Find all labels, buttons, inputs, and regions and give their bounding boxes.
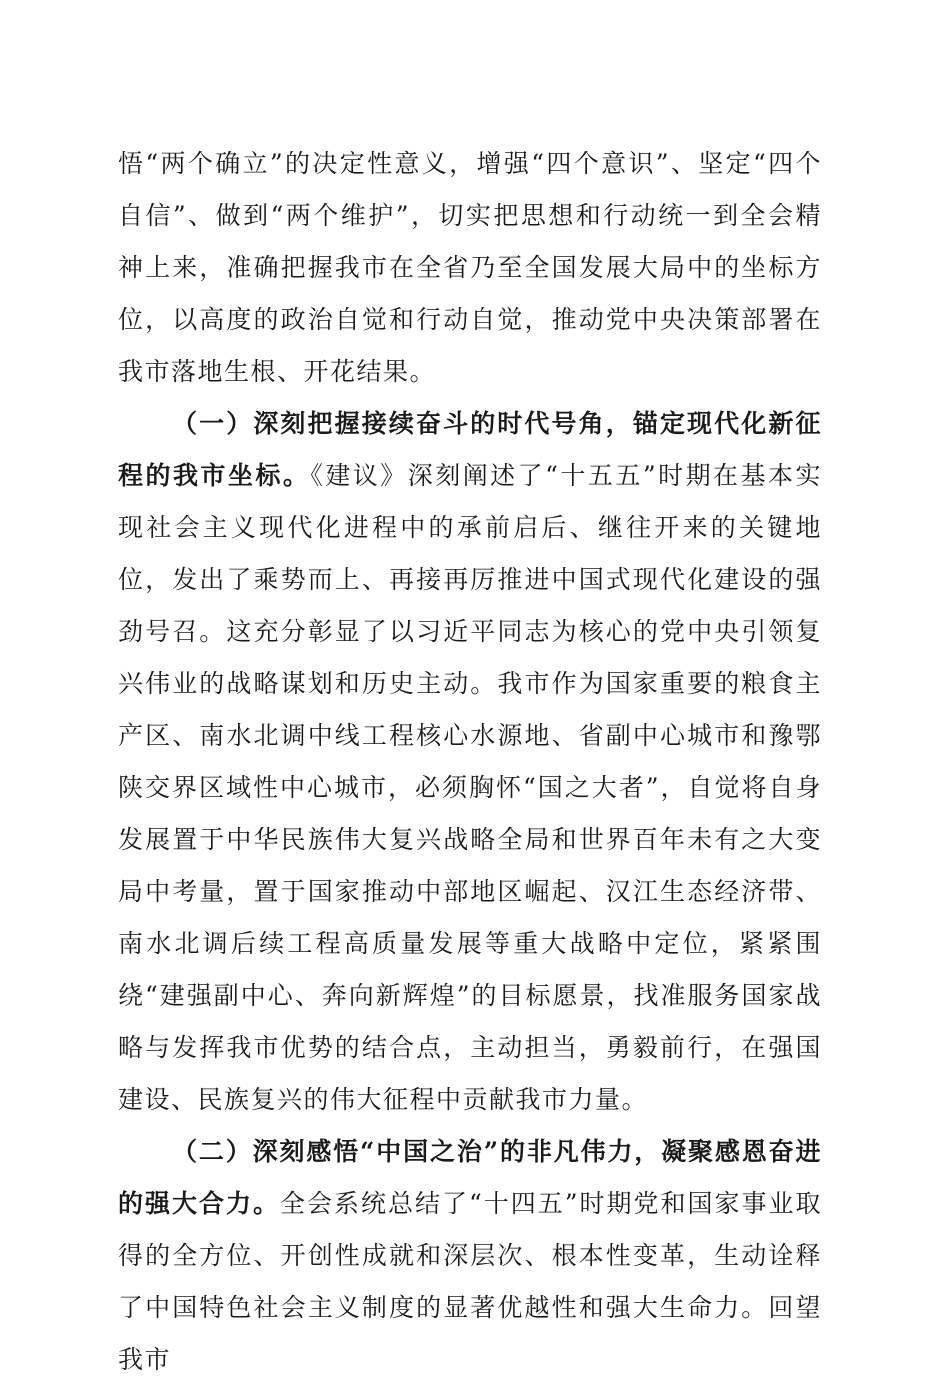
section-heading: （二）深刻感悟“中国之治”的非凡伟力，凝聚感恩奋进的强大合力。 [118,1137,822,1218]
paragraph-section-1 [118,398,822,1126]
paragraph-text: 悟“两个确立”的决定性意义，增强“四个意识”、坚定“四个自信”、做到“两个维护”，切实把思想和行动统一到全会精神上来，准确把握我市在全省乃至全国发展大局中的坐标方位，以高度的政治自觉和行动自觉，推动党中央决策部署在我市落地生根、开花结果。 [118,149,822,386]
document-body [118,138,822,1386]
section-heading: （一）深刻把握接续奋斗的时代号角，锚定现代化新征程的我市坐标。 [118,409,822,490]
paragraph-section-2 [118,1126,822,1386]
paragraph-text: 全会系统总结了“十四五”时期党和国家事业取得的全方位、开创性成就和深层次、根本性变革，生动诠释了中国特色社会主义制度的显著优越性和强大生命力。回望我市 [118,1189,822,1374]
paragraph-text: 《建议》深刻阐述了“十五五”时期在基本实现社会主义现代化进程中的承前启后、继往开来的关键地位，发出了乘势而上、再接再厉推进中国式现代化建设的强劲号召。这充分彰显了以习近平同志为核心的党中央引领复兴伟业的战略谋划和历史主动。我市作为国家重要的粮食主产区、南水北调中线工程核心水源地、省副中心城市和豫鄂陕交界区域性中心城市，必须胸怀“国之大者”，自觉将自身发展置于中华民族伟大复兴战略全局和世界百年未有之大变局中考量，置于国家推动中部地区崛起、汉江生态经济带、南水北调后续工程高质量发展等重大战略中定位，紧紧围绕“建强副中心、奔向新辉煌”的目标愿景，找准服务国家战略与发挥我市优势的结合点，主动担当，勇毅前行，在强国建设、民族复兴的伟大征程中贡献我市力量。 [118,461,822,1114]
paragraph-continuation [118,138,822,398]
